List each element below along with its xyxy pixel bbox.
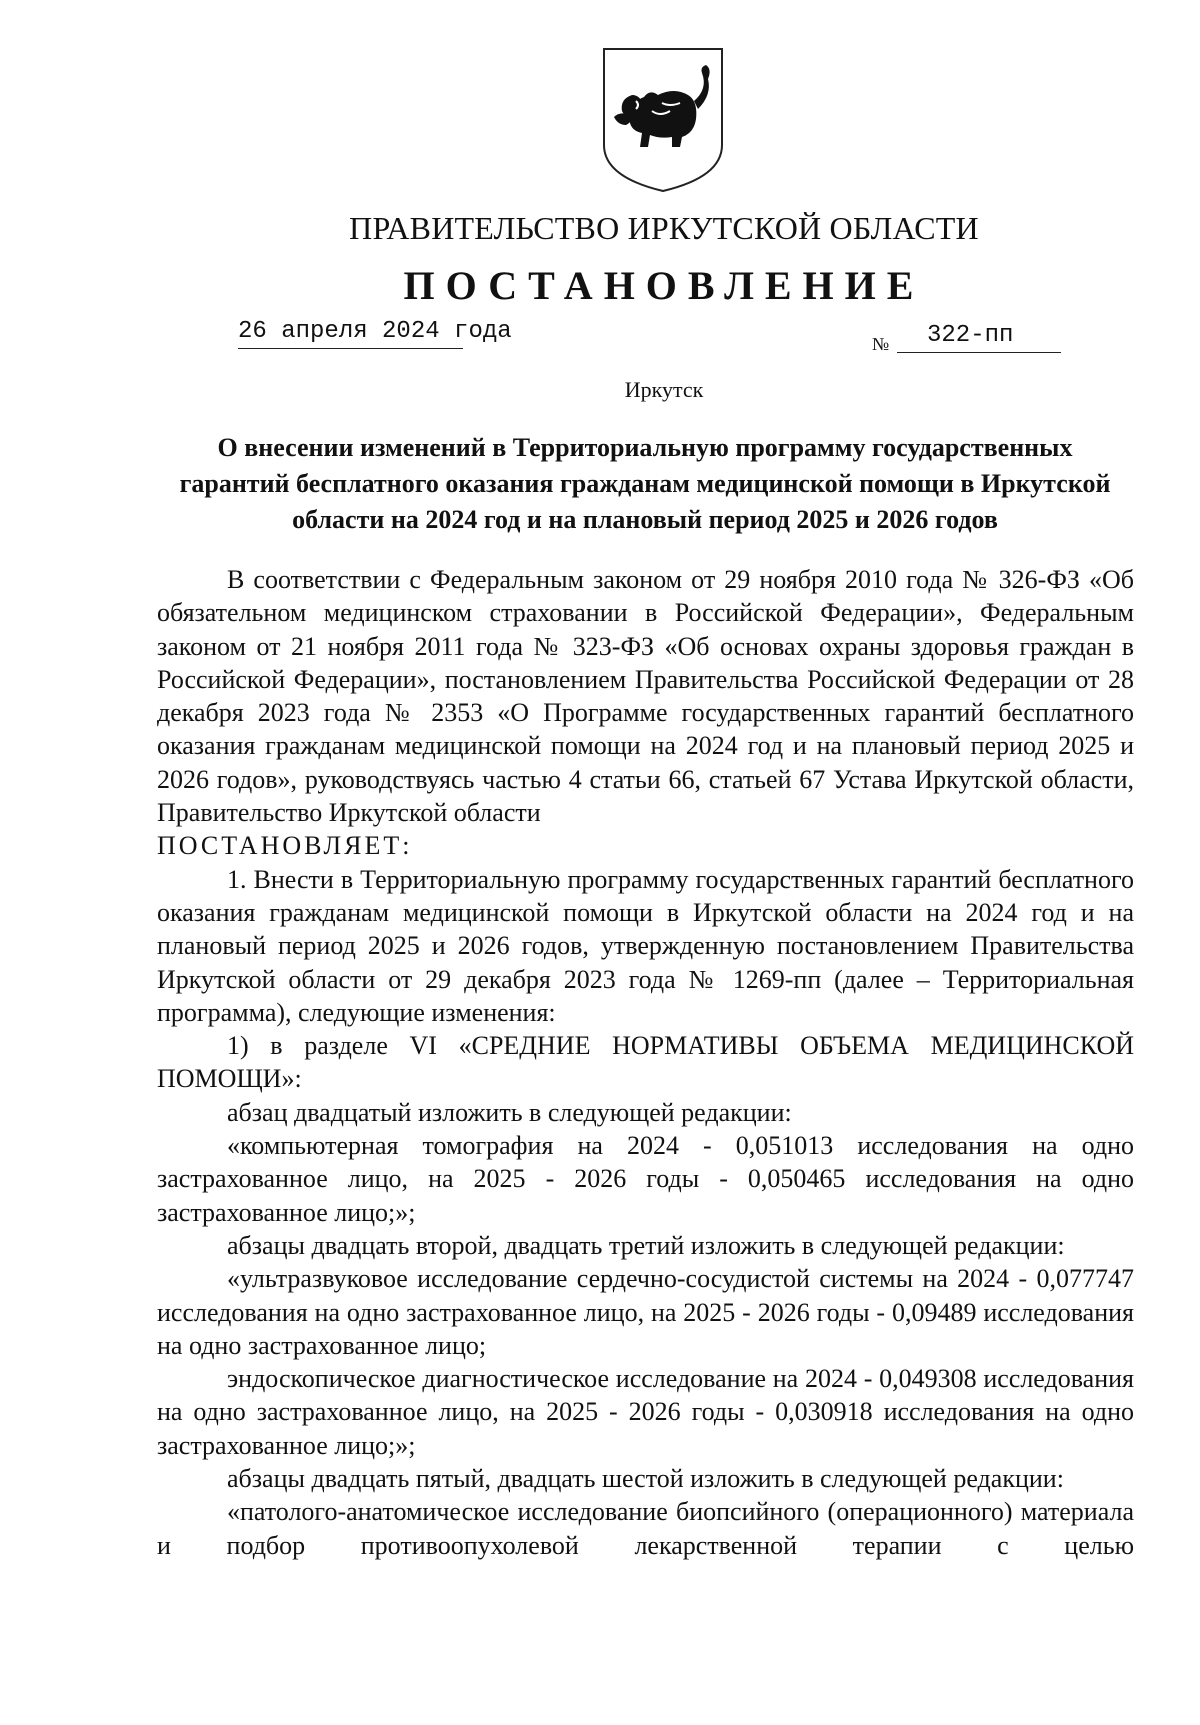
document-date: 26 апреля 2024 года: [238, 316, 463, 349]
number-sign: №: [872, 334, 890, 354]
coat-of-arms-emblem: [600, 45, 726, 195]
resolves-heading: ПОСТАНОВЛЯЕТ:: [157, 831, 413, 861]
preamble-paragraph: В соответствии с Федеральным законом от 29 ноября 2010 года № 326-ФЗ «Об обязательном медицинском страховании в Российской Федерации», Федеральным законом от 21 ноября 2011 года № 323-ФЗ «Об основах охраны здоровья граждан в Российской Федерации», постановлением Правительства Российской Федерации от 28 декабря 2023 года № 2353 «О Программе государственных гарантий бесплатного оказания гражданам медицинской помощи на 2024 год и на плановый период 2025 и 2026 годов», руководствуясь частью 4 статьи 66, статьей 67 Устава Иркутской области, Правительство Иркутской области: [157, 565, 1134, 828]
paragraph-25-intro: абзацы двадцать пятый, двадцать шестой изложить в следующей редакции:: [227, 1464, 1064, 1494]
document-type-title: ПОСТАНОВЛЕНИЕ: [403, 263, 925, 308]
paragraph-22-text: «ультразвуковое исследование сердечно-сосудистой системы на 2024 - 0,077747 исследования на одно застрахованное лицо, на 2025 - 2026 годы - 0,09489 исследования на одно застрахованное лицо;: [157, 1264, 1134, 1360]
paragraph-25-text: «патолого-анатомическое исследование биопсийного (операционного) материала и подбор противоопухолевой лекарственной терапии с целью: [157, 1497, 1134, 1560]
city-name: Иркутск: [624, 377, 704, 402]
document-subject: О внесении изменений в Территориальную программу государственных гарантий бесплатного оказания гражданам медицинской помощи в Иркутской области на 2024 год и на плановый период 2025 и 2026 годов: [179, 433, 1111, 534]
paragraph-22-intro: абзацы двадцать второй, двадцать третий изложить в следующей редакции:: [227, 1230, 1065, 1260]
paragraph-20-text: «компьютерная томография на 2024 - 0,051013 исследования на одно застрахованное лицо, на 2025 - 2026 годы - 0,050465 исследования на одно застрахованное лицо;»;: [157, 1131, 1134, 1227]
paragraph-23-text: эндоскопическое диагностическое исследование на 2024 - 0,049308 исследования на одно застрахованное лицо, на 2025 - 2026 годы - 0,030918 исследования на одно застрахованное лицо;»;: [157, 1364, 1134, 1460]
coat-of-arms-icon: [600, 45, 726, 195]
document-number: 322-пп: [897, 320, 1061, 353]
document-body: [157, 563, 1134, 1562]
subitem-1-paragraph: 1) в разделе VI «СРЕДНИЕ НОРМАТИВЫ ОБЪЕМА МЕДИЦИНСКОЙ ПОМОЩИ»:: [157, 1031, 1134, 1094]
government-name: ПРАВИТЕЛЬСТВО ИРКУТСКОЙ ОБЛАСТИ: [349, 210, 979, 246]
item-1-paragraph: 1. Внести в Территориальную программу государственных гарантий бесплатного оказания гражданам медицинской помощи в Иркутской области на 2024 год и на плановый период 2025 и 2026 годов, утвержденную постановлением Правительства Иркутской области от 29 декабря 2023 года № 1269-пп (далее – Территориальная программа), следующие изменения:: [157, 864, 1134, 1027]
paragraph-20-intro: абзац двадцатый изложить в следующей редакции:: [227, 1097, 792, 1127]
